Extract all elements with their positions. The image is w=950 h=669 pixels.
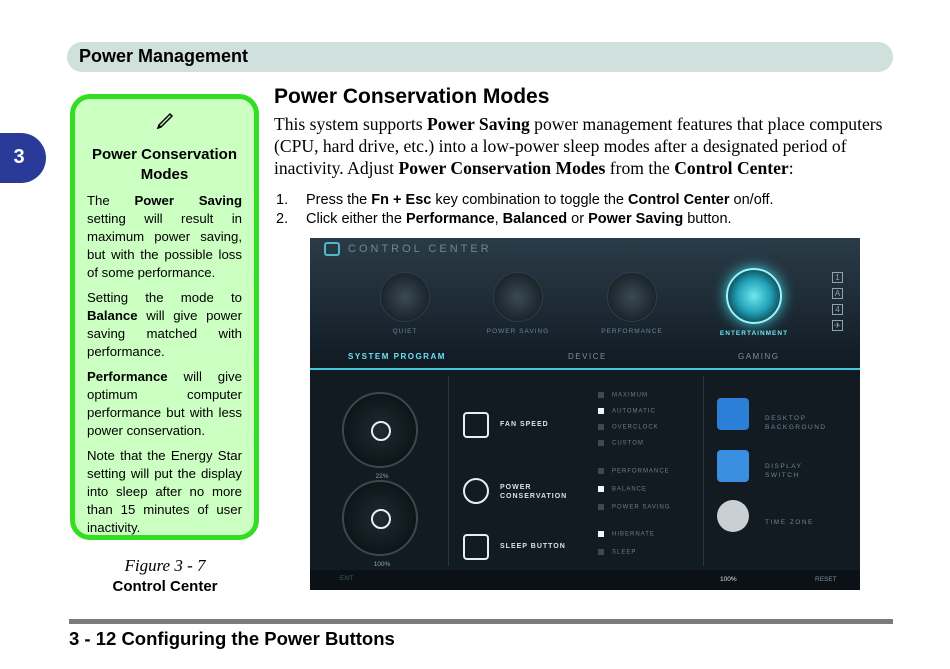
radio-box — [598, 486, 604, 492]
radio-box — [598, 468, 604, 474]
desktop-background-icon[interactable] — [717, 398, 749, 430]
sidebar-paragraph: Setting the mode to Balance will give power saving matched with performance. — [87, 290, 242, 359]
cc-logo-icon — [324, 242, 340, 256]
scroll-lock-icon[interactable]: 4 — [832, 304, 843, 315]
sidebar-paragraph: Performance will give optimum computer performance but with less power conservation. — [87, 369, 242, 438]
time-zone-icon[interactable] — [717, 500, 749, 532]
list-item: 2. Click either the Performance, Balanced or Power Saving button. — [276, 211, 732, 227]
cc-tab-bar — [310, 346, 860, 370]
cc-side-icons — [832, 272, 844, 336]
tab-gaming[interactable]: GAMING — [738, 352, 780, 361]
power-option-performance[interactable]: PERFORMANCE — [598, 468, 670, 475]
fan-option-maximum[interactable]: MAXIMUM — [598, 392, 648, 399]
steps-list — [276, 191, 886, 229]
radio-box — [598, 504, 604, 510]
fan-icon — [463, 412, 489, 438]
exit-button[interactable]: EXIT — [340, 576, 354, 582]
mode-label: PERFORMANCE — [601, 328, 663, 335]
power-saving-mode-icon — [493, 272, 543, 322]
fan-option-custom[interactable]: CUSTOM — [598, 440, 644, 447]
chapter-number: 3 — [13, 146, 25, 168]
radio-box — [598, 440, 604, 446]
mode-label: ENTERTAINMENT — [719, 330, 789, 337]
volume-icon — [371, 509, 391, 529]
column-divider — [703, 376, 704, 566]
mode-entertainment-button[interactable] — [704, 268, 804, 337]
intro-paragraph: This system supports Power Saving power management features that place computers (CPU, hard drive, etc.) into a low-power sleep modes after a designated period of inactivity. Adjust Power Conservation Modes from the Control Center: — [274, 114, 883, 178]
section-title: Power Management — [79, 46, 249, 66]
fan-option-overclock[interactable]: OVERCLOCK — [598, 424, 659, 431]
mode-label: QUIET — [392, 328, 418, 335]
tab-system-program[interactable]: SYSTEM PROGRAM — [348, 352, 446, 361]
page-footer: 3 - 12 Configuring the Power Buttons — [69, 628, 395, 649]
feature-label: POWER CONSERVATION — [500, 484, 568, 500]
cc-status-bar — [310, 570, 860, 590]
mode-power-saving-button[interactable] — [468, 272, 568, 335]
mode-quiet-button[interactable] — [355, 272, 455, 335]
entertainment-mode-icon — [726, 268, 782, 324]
airplane-mode-icon[interactable]: ✈ — [832, 320, 843, 331]
time-zone-label: TIME ZONE — [765, 519, 814, 526]
power-option-power-saving[interactable]: POWER SAVING — [598, 504, 671, 511]
desktop-background-label: DESKTOP BACKGROUND — [765, 415, 827, 431]
tab-device[interactable]: DEVICE — [568, 352, 607, 361]
page-title: Power Conservation Modes — [274, 85, 550, 108]
list-item: 1. Press the Fn + Esc key combination to toggle the Control Center on/off. — [276, 192, 774, 208]
chapter-tab — [0, 133, 46, 183]
num-lock-icon[interactable]: 1 — [832, 272, 843, 283]
brightness-icon — [371, 421, 391, 441]
battery-status: 100% — [720, 576, 737, 583]
radio-box — [598, 531, 604, 537]
sleep-option-hibernate[interactable]: HIBERNATE — [598, 531, 655, 538]
radio-box — [598, 549, 604, 555]
cc-system-panel — [310, 370, 860, 570]
radio-box — [598, 408, 604, 414]
reset-button[interactable]: RESET — [815, 576, 837, 583]
radio-box — [598, 392, 604, 398]
figure-caption — [90, 556, 240, 595]
mode-label: POWER SAVING — [486, 328, 550, 335]
quiet-mode-icon — [380, 272, 430, 322]
gauge-value: 100% — [373, 561, 391, 568]
fan-option-automatic[interactable]: AUTOMATIC — [598, 408, 656, 415]
cc-title: CONTROL CENTER — [348, 243, 492, 255]
pencil-icon — [153, 109, 177, 133]
sidebar-title: Power Conservation Modes — [91, 146, 238, 183]
header-bar — [67, 42, 893, 72]
sleep-icon — [463, 534, 489, 560]
performance-mode-icon — [607, 272, 657, 322]
feature-label: SLEEP BUTTON — [500, 543, 566, 550]
radio-box — [598, 424, 604, 430]
volume-gauge[interactable] — [342, 480, 418, 568]
sidebar-paragraph: Note that the Energy Star setting will put the display into sleep after no more than 15 minutes of user inactivity. — [87, 448, 242, 535]
mode-performance-button[interactable] — [582, 272, 682, 335]
feature-label: FAN SPEED — [500, 421, 549, 428]
display-switch-icon[interactable] — [717, 450, 749, 482]
caps-lock-icon[interactable]: A — [832, 288, 843, 299]
power-icon — [463, 478, 489, 504]
column-divider — [448, 376, 449, 566]
gauge-value: 22% — [375, 473, 389, 480]
control-center-screenshot — [310, 238, 860, 590]
figure-name: Control Center — [112, 578, 218, 595]
note-sidebar — [70, 94, 259, 540]
power-option-balance[interactable]: BALANCE — [598, 486, 647, 493]
display-switch-label: DISPLAY SWITCH — [765, 463, 803, 479]
brightness-gauge[interactable] — [342, 392, 418, 480]
sidebar-paragraph: The Power Saving setting will result in maximum power saving, but with the possible loss of some performance. — [87, 193, 242, 280]
footer-divider — [69, 619, 893, 624]
figure-label: Figure 3 - 7 — [124, 556, 206, 575]
sleep-option-sleep[interactable]: SLEEP — [598, 549, 636, 556]
